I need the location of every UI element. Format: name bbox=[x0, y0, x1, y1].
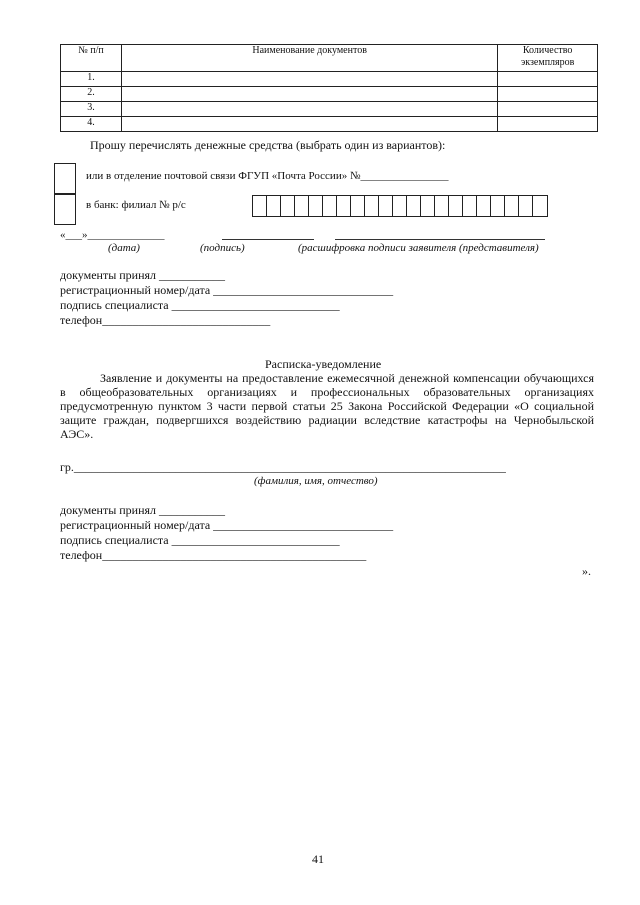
table-row bbox=[61, 87, 598, 102]
row-number: 3. bbox=[61, 102, 122, 117]
date-field[interactable]: «___»______________ bbox=[60, 229, 165, 241]
page-number: 41 bbox=[312, 852, 324, 866]
phone-field-2[interactable]: телефон____________________________________________ bbox=[60, 548, 367, 562]
documents-table bbox=[60, 44, 598, 132]
row-document-name[interactable] bbox=[122, 117, 498, 132]
table-header-row bbox=[61, 45, 598, 72]
date-label: (дата) bbox=[108, 242, 140, 254]
bank-option-label: в банк: филиал № р/с bbox=[86, 199, 186, 211]
post-option-label: или в отделение почтовой связи ФГУП «Почта России» №________________ bbox=[86, 170, 449, 182]
specialist-signature-field-2[interactable]: подпись специалиста ____________________________ bbox=[60, 533, 340, 547]
bank-option-checkbox[interactable] bbox=[54, 193, 76, 225]
row-document-name[interactable] bbox=[122, 72, 498, 87]
row-copies[interactable] bbox=[498, 72, 598, 87]
header-number: № п/п bbox=[61, 45, 122, 72]
accepted-by-field-2[interactable]: документы принял ___________ bbox=[60, 503, 226, 517]
signature-line[interactable] bbox=[222, 239, 314, 240]
transfer-request-text: Прошу перечислять денежные средства (выбрать один из вариантов): bbox=[90, 138, 446, 152]
citizen-name-field[interactable]: гр.________________________________________________________________________ bbox=[60, 460, 506, 474]
post-option-checkbox[interactable] bbox=[54, 163, 76, 195]
row-copies[interactable] bbox=[498, 102, 598, 117]
registration-number-field[interactable]: регистрационный номер/дата ______________________________ bbox=[60, 283, 394, 297]
accepted-by-field[interactable]: документы принял ___________ bbox=[60, 268, 226, 282]
signature-decode-label: (расшифровка подписи заявителя (представителя) bbox=[298, 242, 539, 254]
citizen-name-label: (фамилия, имя, отчество) bbox=[254, 475, 378, 487]
row-number: 4. bbox=[61, 117, 122, 132]
table-row bbox=[61, 102, 598, 117]
closing-quote: ». bbox=[582, 564, 591, 578]
row-number: 2. bbox=[61, 87, 122, 102]
registration-number-field-2[interactable]: регистрационный номер/дата ______________________________ bbox=[60, 518, 394, 532]
row-number: 1. bbox=[61, 72, 122, 87]
signature-label: (подпись) bbox=[200, 242, 245, 254]
receipt-text: Заявление и документы на предоставление ежемесячной денежной компенсации обучающихся в общеобразовательных организациях и профессиональных образовательных организациях предусмотренную пунктом 3 части первой статьи 25 Закона Российской Федерации «О социальной защите граждан, подвергшихся воздействию радиации вследствие катастрофы на Чернобыльской АЭС». bbox=[60, 371, 594, 441]
row-copies[interactable] bbox=[498, 117, 598, 132]
row-document-name[interactable] bbox=[122, 87, 498, 102]
row-copies[interactable] bbox=[498, 87, 598, 102]
signature-decode-line[interactable] bbox=[335, 239, 545, 240]
header-copies: Количество экземпляров bbox=[498, 45, 598, 72]
specialist-signature-field[interactable]: подпись специалиста ____________________________ bbox=[60, 298, 340, 312]
phone-field[interactable]: телефон____________________________ bbox=[60, 313, 271, 327]
table-row bbox=[61, 72, 598, 87]
header-document-name: Наименование документов bbox=[122, 45, 498, 72]
receipt-title: Расписка-уведомление bbox=[265, 357, 382, 371]
row-document-name[interactable] bbox=[122, 102, 498, 117]
table-row bbox=[61, 117, 598, 132]
